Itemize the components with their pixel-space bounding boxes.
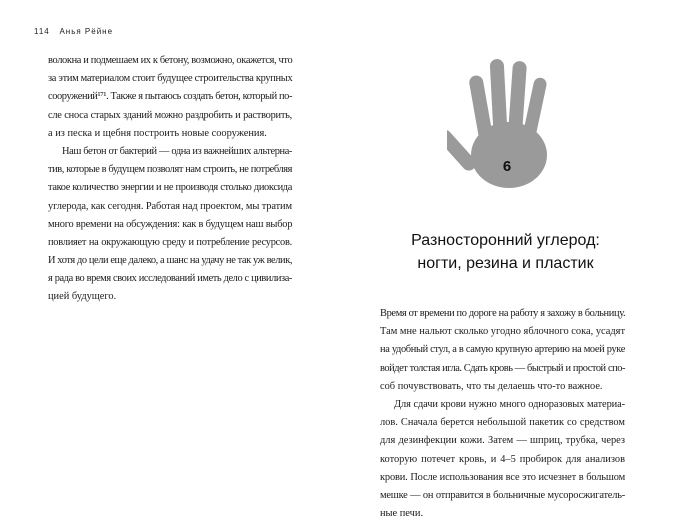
text-line: Для сдачи крови нужно много одноразовых материа- <box>394 398 625 410</box>
text-line: Время от времени по дороге на работу я захожу в больницу. <box>380 308 626 319</box>
text-line: сле сноса старых зданий можно раздробить и растворить, <box>48 109 292 121</box>
chapter-title <box>357 229 654 275</box>
text-line: Наш бетон от бактерий — одна из важнейших альтерна- <box>62 145 292 157</box>
text-line: соб почувствовать, что ты делаешь что-то важное. <box>380 380 603 392</box>
running-head <box>34 27 113 36</box>
text-line: я рада во время своих исследований иметь дело с цивилиза- <box>48 273 292 285</box>
text-line: цией будущего. <box>48 291 117 303</box>
text-line: за этим материалом стоит будущее строительства крупных <box>48 73 293 85</box>
text-line: лов. Сначала берется небольшой пакетик со средством <box>380 417 625 429</box>
text-line: войдет толстая игла. Сдать кровь — быстрый и простой спо- <box>380 362 625 374</box>
chapter-number: 6 <box>502 158 512 175</box>
text-line: а из песка и щебня построить новые сооружения. <box>48 127 267 139</box>
text-line: крови. После использования все это исчезнет в большом <box>380 471 625 483</box>
text-line: Там мне нальют сколько угодно яблочного сока, усадят <box>380 326 625 338</box>
left-page <box>0 0 337 506</box>
right-body-text <box>380 305 625 523</box>
text-line: повлияет на окружающую среду и потребление ресурсов. <box>48 236 292 248</box>
text-line: углерода, как сегодня. Работая над проектом, мы тратим <box>48 200 292 212</box>
chapter-title-line: ногти, резина и пластик <box>417 255 594 272</box>
text-line: такое количество энергии и не производя столько диоксида <box>48 182 292 194</box>
right-page <box>337 0 674 520</box>
page-number: 114 <box>34 27 50 36</box>
author-name: Анья Рёйне <box>59 27 114 36</box>
text-line: много времени на обсуждения: как в будущем наш выбор <box>48 218 293 230</box>
text-line: мешке — он отправится в больничные мусоросжигатель- <box>380 489 625 501</box>
text-line: сооружений¹⁷¹. Также я пытаюсь создать бетон, который по- <box>48 91 292 103</box>
text-line: волокна и подмешаем их к бетону, возможно, окажется, что <box>48 55 293 66</box>
text-line: ные печи. <box>380 508 424 520</box>
text-line: для дезинфекции кожи. Затем — шприц, трубка, через <box>380 435 625 447</box>
chapter-title-line: Разносторонний углерод: <box>411 232 600 249</box>
text-line: И хотя до цели еще далеко, а шанс на удачу не так уж велик, <box>48 255 293 267</box>
text-line: которую потечет кровь, и 4–5 пробирок для анализов <box>380 453 625 465</box>
text-line: на удобный стул, а в самую крупную артерию на моей руке <box>380 344 625 356</box>
text-line: тив, которые в будущем позволят нам строить, не потребляя <box>48 164 292 176</box>
left-body-text <box>48 52 292 307</box>
